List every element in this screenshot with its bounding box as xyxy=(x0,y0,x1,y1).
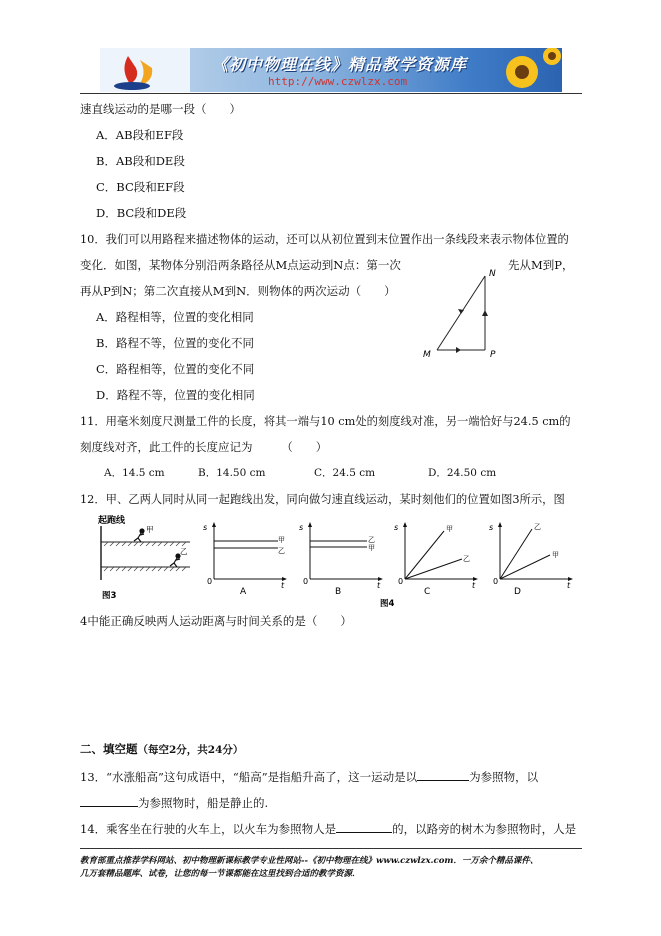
svg-text:0: 0 xyxy=(303,577,309,586)
q9-option-d: D．BC段和DE段 xyxy=(96,206,187,220)
svg-text:t: t xyxy=(281,581,285,590)
q10-path-figure xyxy=(415,262,515,367)
section2-note: （每空2分，共24分） xyxy=(137,744,244,756)
label-m: M xyxy=(423,350,431,360)
graph-b-letter: B xyxy=(335,587,342,597)
svg-text:t: t xyxy=(472,581,476,590)
graph-d-letter: D xyxy=(514,587,521,597)
q9-option-a: A．AB段和EF段 xyxy=(96,128,184,142)
q13-blank-1[interactable] xyxy=(417,769,469,781)
graph-a xyxy=(203,522,287,597)
svg-text:0: 0 xyxy=(493,577,499,586)
q11-option-a: A．14.5 cm xyxy=(104,467,165,479)
header-banner xyxy=(100,48,562,92)
q14-blank-1[interactable] xyxy=(336,821,392,833)
svg-text:甲: 甲 xyxy=(368,544,375,552)
site-logo xyxy=(100,48,190,92)
q13-line1 xyxy=(80,769,538,785)
footer-rule xyxy=(80,848,582,849)
graph-c-letter: C xyxy=(424,587,431,597)
q14-line1 xyxy=(80,821,576,837)
svg-text:乙: 乙 xyxy=(278,547,285,555)
fig3-yi-label: 乙 xyxy=(180,547,188,556)
q12-line2: 4中能正确反映两人运动距离与时间关系的是（ ） xyxy=(80,614,352,628)
svg-text:乙: 乙 xyxy=(368,536,375,544)
label-n: N xyxy=(489,269,496,279)
graph-d xyxy=(489,522,573,597)
q10-option-d: D．路程不等，位置的变化相同 xyxy=(96,388,255,402)
q10-option-b: B．路程不等，位置的变化不同 xyxy=(96,336,254,350)
q13-blank-2[interactable] xyxy=(80,795,138,807)
q9-stem: 速直线运动的是哪一段（ ） xyxy=(80,102,241,116)
figure-4 xyxy=(200,515,580,610)
svg-text:甲: 甲 xyxy=(278,536,285,544)
fig3-jia-label: 甲 xyxy=(146,525,154,534)
q11-line2: 刻度线对齐，此工件的长度应记为 （ ） xyxy=(80,440,328,454)
q12-line1: 12．甲、乙两人同时从同一起跑线出发，同向做匀速直线运动，某时刻他们的位置如图3所示，图 xyxy=(80,493,565,506)
q13-line2 xyxy=(80,795,268,811)
fig3-caption: 图3 xyxy=(102,591,117,601)
q10-option-c: C．路程相等，位置的变化不同 xyxy=(96,362,255,376)
svg-text:0: 0 xyxy=(207,577,213,586)
svg-text:s: s xyxy=(394,523,399,532)
banner-title: 《初中物理在线》精品教学资源库 xyxy=(212,55,468,74)
section2-heading xyxy=(80,742,243,758)
svg-text:s: s xyxy=(489,523,494,532)
q10-option-a: A．路程相等，位置的变化相同 xyxy=(96,310,254,324)
graph-a-letter: A xyxy=(240,587,247,597)
svg-text:乙: 乙 xyxy=(534,523,541,531)
fig4-caption: 图4 xyxy=(380,599,395,609)
section2-title: 二、填空题 xyxy=(80,742,138,756)
svg-text:0: 0 xyxy=(398,577,404,586)
svg-text:t: t xyxy=(377,581,381,590)
runner-yi-icon xyxy=(170,554,180,567)
q11-option-b: B．14.50 cm xyxy=(198,467,266,479)
q10-line2-left: 变化．如图，某物体分别沿两条路径从M点运动到N点：第一次 xyxy=(80,258,401,272)
q9-option-b: B．AB段和DE段 xyxy=(96,154,185,168)
arrow-pn-icon xyxy=(482,310,488,316)
q11-option-d: D．24.50 cm xyxy=(428,467,497,479)
graph-c xyxy=(394,522,478,597)
q13-part3: 为参照物时，船是静止的. xyxy=(138,796,269,810)
figure-3 xyxy=(98,512,202,604)
runner-jia-icon xyxy=(134,529,144,542)
q14-part1: 14．乘客坐在行驶的火车上，以火车为参照物人是 xyxy=(80,822,337,836)
footer-line2: 几万套精品题库、试卷，让您的每一节课都能在这里找到合适的教学资源． xyxy=(80,869,361,879)
q11-line1: 11．用毫米刻度尺测量工件的长度，将其一端与10 cm处的刻度线对准，另一端恰好与24.5 cm的 xyxy=(80,415,571,428)
svg-text:乙: 乙 xyxy=(463,555,470,563)
label-p: P xyxy=(490,350,496,360)
q14-part2: 的，以路旁的树木为参照物时，人是 xyxy=(392,822,577,836)
start-line-label: 起跑线 xyxy=(98,516,126,526)
svg-text:甲: 甲 xyxy=(446,525,453,533)
svg-text:s: s xyxy=(299,523,304,532)
graph-b xyxy=(299,522,383,597)
svg-text:s: s xyxy=(203,523,208,532)
sunflower-image xyxy=(472,48,562,92)
q10-line1: 10．我们可以用路程来描述物体的运动，还可以从初位置到末位置作出一条线段来表示物体位置的 xyxy=(80,233,569,246)
q13-part1: 13．“水涨船高”这句成语中，“船高”是指船升高了，这一运动是以 xyxy=(80,770,418,784)
q10-line3: 再从P到N；第二次直接从M到N．则物体的两次运动（ ） xyxy=(80,284,396,298)
svg-text:甲: 甲 xyxy=(552,551,559,559)
q9-option-c: C．BC段和EF段 xyxy=(96,180,185,194)
banner-url: http://www.czwlzx.com xyxy=(268,75,408,88)
footer-line1: 教育部重点推荐学科网站、初中物理新课标教学专业性网站--《初中物理在线》www.czwlzx.com．一万余个精品课件、 xyxy=(80,856,539,866)
header-rule xyxy=(80,93,582,94)
q13-part2: 为参照物，以 xyxy=(469,770,539,784)
q10-line2-right: 先从M到P， xyxy=(508,258,574,272)
arrow-mp-icon xyxy=(456,347,461,353)
svg-text:t: t xyxy=(567,581,571,590)
q11-option-c: C．24.5 cm xyxy=(314,467,376,479)
